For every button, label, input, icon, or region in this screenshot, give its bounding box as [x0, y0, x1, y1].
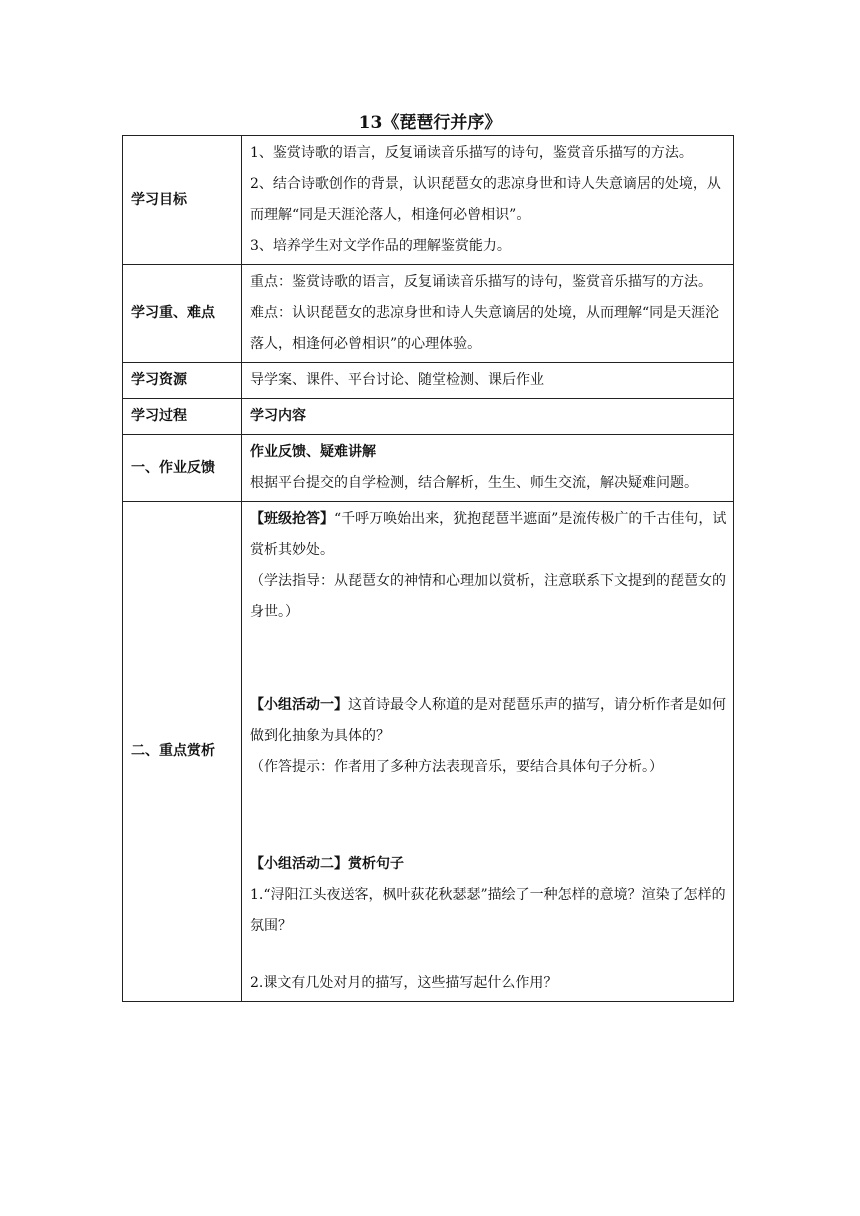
appreciation-label: 二、重点赏析	[123, 502, 242, 1002]
question-2	[250, 690, 727, 752]
goals-content	[242, 136, 734, 265]
key-points-content	[242, 265, 734, 363]
row-appreciation	[123, 502, 734, 1002]
question-2-text: 这首诗最令人称道的是对琵琶乐声的描写，请分析作者是如何做到化抽象为具体的？	[250, 697, 726, 744]
goal-item: 3、培养学生对文学作品的理解鉴赏能力。	[250, 238, 511, 254]
lesson-plan-table	[122, 135, 734, 1002]
difficult-point-item: 难点：认识琵琶女的悲凉身世和诗人失意谪居的处境，从而理解“同是天涯沦落人，相逢何必曾相识”的心理体验。	[250, 305, 720, 352]
key-point-item: 重点：鉴赏诗歌的语言，反复诵读音乐描写的诗句，鉴赏音乐描写的方法。	[250, 274, 712, 290]
feedback-heading: 作业反馈、疑难讲解	[250, 444, 376, 460]
process-label: 学习过程	[123, 399, 242, 435]
answer-space	[250, 783, 727, 849]
row-goals	[123, 136, 734, 265]
answer-space	[250, 942, 727, 968]
document-title: 13《琵琶行并序》	[358, 113, 502, 133]
question-2-hint: （作答提示：作者用了多种方法表现音乐，要结合具体句子分析。）	[250, 759, 663, 775]
appreciation-content	[242, 502, 734, 1002]
question-2-tag: 【小组活动一】	[250, 697, 348, 713]
row-feedback	[123, 435, 734, 502]
row-resources	[123, 363, 734, 399]
answer-space	[250, 628, 727, 690]
question-3-heading: 【小组活动二】赏析句子	[250, 856, 404, 872]
goal-item: 1、鉴赏诗歌的语言，反复诵读音乐描写的诗句，鉴赏音乐描写的方法。	[250, 145, 693, 161]
question-1	[250, 504, 727, 566]
feedback-text: 根据平台提交的自学检测，结合解析，生生、师生交流，解决疑难问题。	[250, 475, 698, 491]
question-3-item-1: 1.“浔阳江头夜送客，枫叶荻花秋瑟瑟”描绘了一种怎样的意境？渲染了怎样的氛围？	[250, 887, 726, 934]
row-process	[123, 399, 734, 435]
question-3-item-2: 2.课文有几处对月的描写，这些描写起什么作用？	[250, 975, 558, 991]
row-key-points	[123, 265, 734, 363]
resources-content: 导学案、课件、平台讨论、随堂检测、课后作业	[242, 363, 734, 399]
feedback-content	[242, 435, 734, 502]
question-1-hint: （学法指导：从琵琶女的神情和心理加以赏析，注意联系下文提到的琵琶女的身世。）	[250, 573, 726, 620]
goal-item: 2、结合诗歌创作的背景，认识琵琶女的悲凉身世和诗人失意谪居的处境，从而理解“同是天涯沦落人，相逢何必曾相识”。	[250, 176, 721, 223]
feedback-label: 一、作业反馈	[123, 435, 242, 502]
question-1-tag: 【班级抢答】	[250, 511, 334, 527]
key-points-label: 学习重、难点	[123, 265, 242, 363]
question-1-text: “千呼万唤始出来，犹抱琵琶半遮面”是流传极广的千古佳句，试赏析其妙处。	[250, 511, 727, 558]
resources-label: 学习资源	[123, 363, 242, 399]
goals-label: 学习目标	[123, 136, 242, 265]
process-content: 学习内容	[242, 399, 734, 435]
